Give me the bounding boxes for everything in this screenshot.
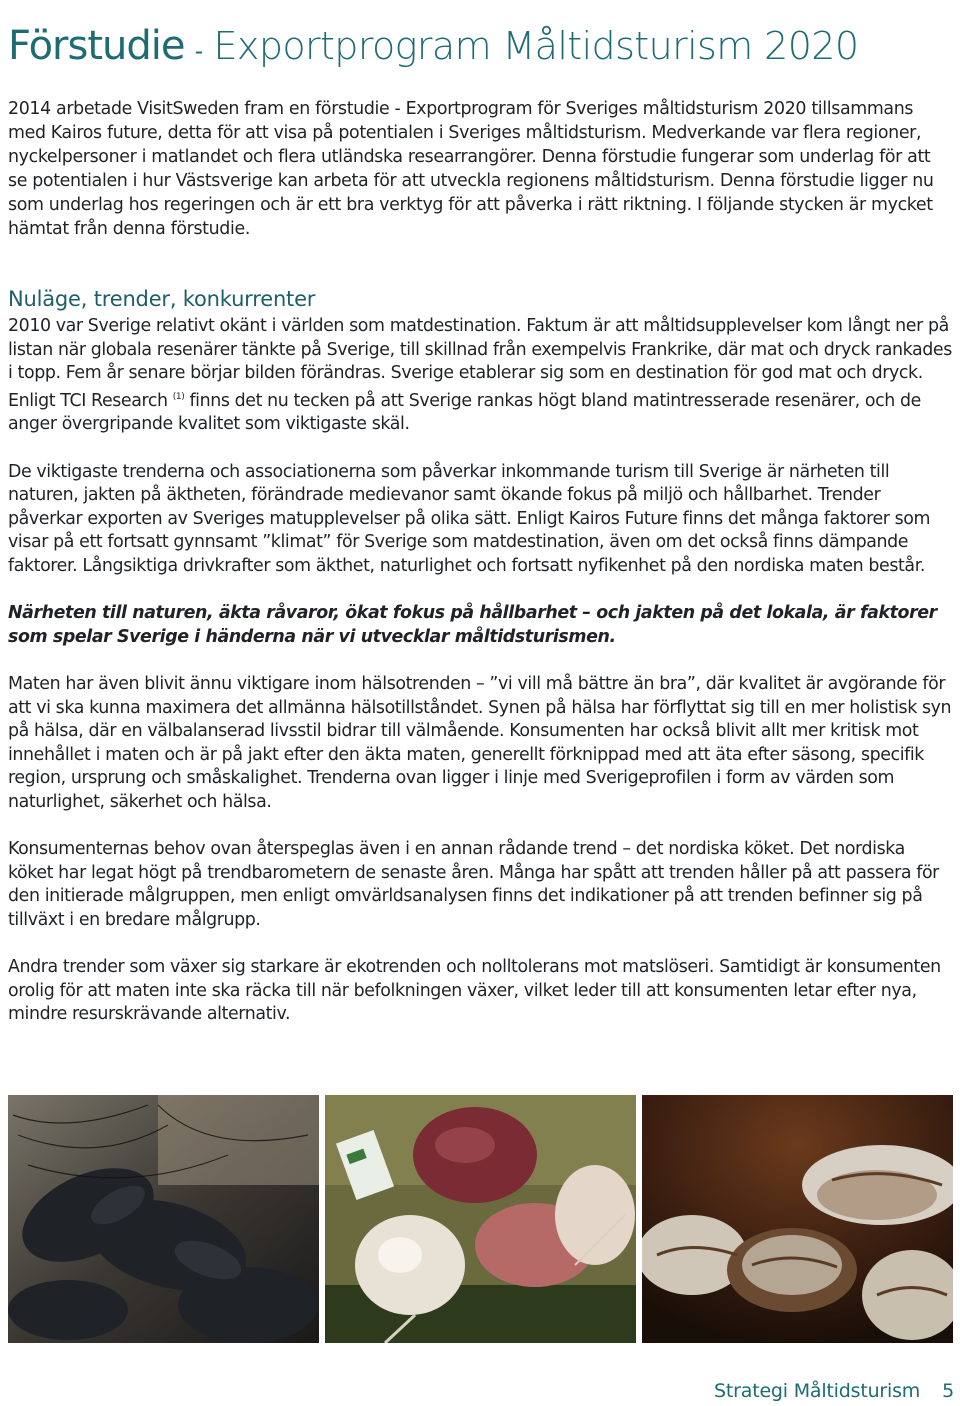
page-title bbox=[8, 23, 953, 69]
page-number: 5 bbox=[942, 1380, 954, 1402]
footer-label: Strategi Måltidsturism bbox=[714, 1380, 921, 1402]
title-main: Förstudie bbox=[8, 23, 185, 70]
paragraph-5: Andra trender som växer sig starkare är ekotrenden och nolltolerans mot matslöseri. Samtidigt är konsumenten orolig för att maten inte ska räcka till när befolkningen växer, vilket leder till att konsumenten letar efter nya, mindre resurskrävande alternativ. bbox=[8, 957, 941, 1025]
bread-loaves-photo bbox=[642, 1095, 953, 1343]
intro-paragraph: 2014 arbetade VisitSweden fram en förstudie - Exportprogram för Sveriges måltidsturism 2020 tillsammans med Kairos future, detta för att visa på potentialen i Sveriges måltidsturism. Medverkande var flera regioner, nyckelpersoner i matlandet och flera utländska researrangörer. Denna förstudie fungerar som underlag för att se potentialen i hur Västsverige kan arbeta för att utveckla regionens måltidsturism. Denna förstudie ligger nu som underlag hos regeringen och är ett bra verktyg för att påverka i rätt riktning. I följande stycken är mycket hämtat från denna förstudie. bbox=[8, 99, 934, 239]
lobster-photo bbox=[8, 1095, 319, 1343]
paragraph-2: De viktigaste trenderna och associationerna som påverkar inkommande turism till Sverige är närheten till naturen, jakten på äktheten, förändrade medievanor samt ökande fokus på miljö och hållbarhet. Trender påverkar exporten av Sveriges matupplevelser på olika sätt. Enligt Kairos Future finns det många faktorer som visar på ett fortsatt gynnsamt ”klimat” för Sverige som matdestination, även om det också finns dämpande faktorer. Långsiktiga drivkrafter som äkthet, naturlighet och fortsatt nyfikenhet på den nordiska maten består. bbox=[8, 461, 931, 576]
paragraph-4: Konsumenternas behov ovan återspeglas även i en annan rådande trend – det nordiska köket. Det nordiska köket har legat högt på trendbarometern de senaste åren. Många har spått att trenden håller på att passera för den initierade målgruppen, men enligt omvärldsanalysen finns det indikationer på att trenden befinner sig på tillväxt i en bredare målgrupp. bbox=[8, 839, 939, 930]
title-separator: - bbox=[194, 37, 204, 66]
footnote-reference: (1) bbox=[172, 391, 185, 402]
photo-strip bbox=[8, 1095, 953, 1343]
paragraph-1 bbox=[8, 315, 953, 437]
title-rest: Exportprogram Måltidsturism 2020 bbox=[213, 24, 859, 69]
root-vegetables-photo bbox=[325, 1095, 636, 1343]
section-heading: Nuläge, trender, konkurrenter bbox=[8, 287, 316, 311]
highlight-quote: Närheten till naturen, äkta råvaror, ökat fokus på hållbarhet – och jakten på det lokala, är faktorer som spelar Sverige i händerna när vi utvecklar måltidsturismen. bbox=[8, 603, 937, 647]
paragraph-1-text-cont: finns det nu tecken på att Sverige rankas högt bland matintresserade resenärer, och de anger övergripande kvalitet som viktigaste skäl. bbox=[8, 390, 921, 435]
section-body bbox=[8, 315, 953, 1050]
paragraph-1-text: 2010 var Sverige relativt okänt i världen som matdestination. Faktum är att måltidsupplevelser kom långt ner på listan när globala resenärer tänkte på Sverige, till skillnad från exempelvis Frankrike, där mat och dryck rankades i topp. Fem år senare börjar bilden förändras. Sverige etablerar sig som en destination för god mat och dryck. Enligt TCI Research bbox=[8, 316, 952, 411]
page-footer bbox=[714, 1380, 954, 1402]
paragraph-3: Maten har även blivit ännu viktigare inom hälsotrenden – ”vi vill må bättre än bra”, där kvalitet är avgörande för att vi ska kunna maximera det allmänna hälsotillståndet. Synen på hälsa har förflyttat sig till en mer holistisk syn på hälsa, där en välbalanserad livsstil bidrar till välmående. Konsumenten har också blivit allt mer kritisk mot innehållet i maten och är på jakt efter den äkta maten, generellt förknippad med att äta efter säsong, specifik region, ursprung och småskalighet. Trenderna ovan ligger i linje med Sverigeprofilen i form av värden som naturlighet, säkerhet och hälsa. bbox=[8, 673, 952, 812]
